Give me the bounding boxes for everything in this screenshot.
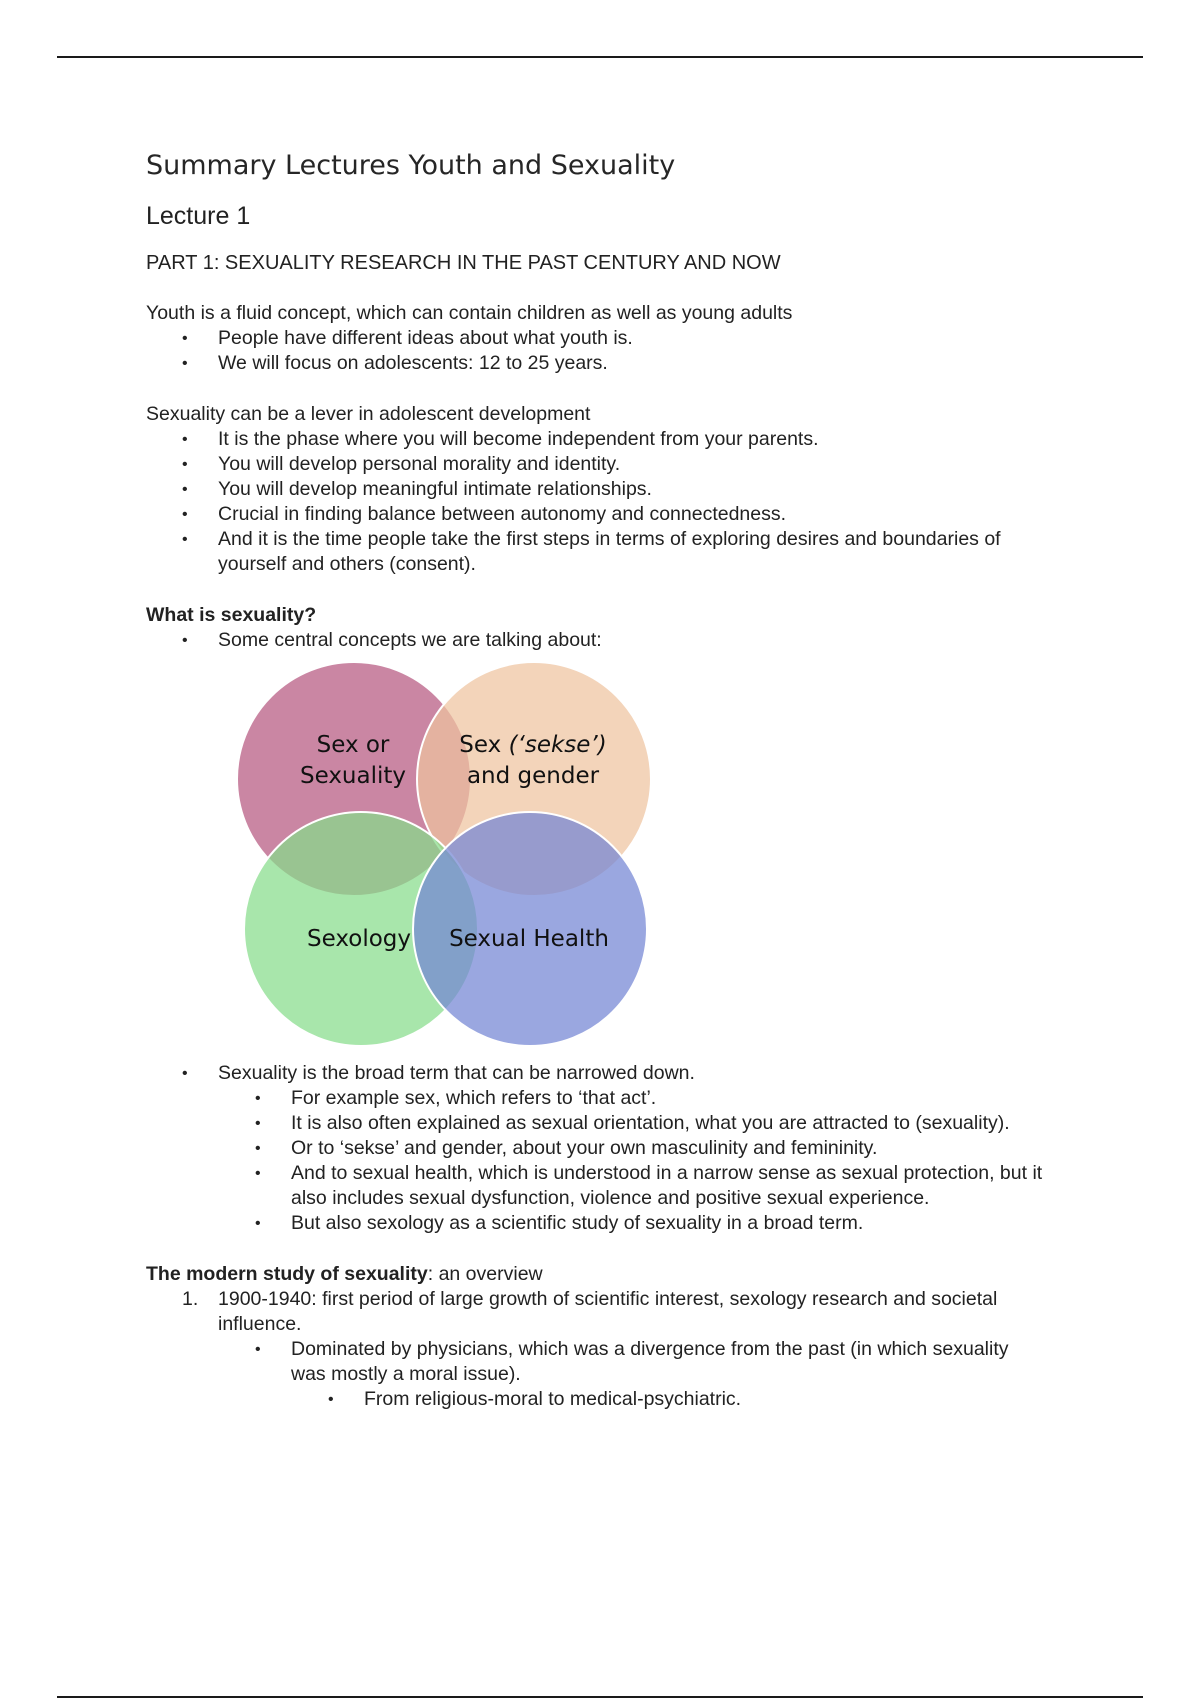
list-item: • Crucial in finding balance between autonomy and connectedness.: [182, 503, 787, 526]
venn-label-sexual-health: Sexual Health: [449, 926, 609, 953]
list-item: • For example sex, which refers to ‘that act’.: [255, 1087, 657, 1110]
list-item: • From religious-moral to medical-psychiatric.: [328, 1388, 742, 1411]
venn-label-sex-sekse: Sex (‘sekse’): [459, 732, 607, 759]
bullet-icon: •: [255, 1115, 261, 1133]
part-heading: PART 1: SEXUALITY RESEARCH IN THE PAST CENTURY AND NOW: [146, 252, 781, 275]
bullet-icon: •: [182, 330, 188, 348]
modern-list: [146, 1287, 1046, 1412]
lever-intro: Sexuality can be a lever in adolescent development: [146, 403, 591, 426]
top-rule: [57, 56, 1143, 58]
list-item: • And it is the time people take the first steps in terms of exploring desires and boundaries of yourself and others (consent).: [182, 528, 1001, 576]
list-item: • And to sexual health, which is understood in a narrow sense as sexual protection, but it also includes sexual dysfunction, violence and positive sexual experience.: [255, 1162, 1043, 1210]
venn-diagram: [226, 661, 686, 1061]
venn-label-sex-or: Sex or: [316, 732, 390, 759]
list-item: • You will develop meaningful intimate relationships.: [182, 478, 652, 501]
document-title: Summary Lectures Youth and Sexuality: [146, 150, 676, 181]
venn-label-sexuality: Sexuality: [299, 763, 407, 790]
broad-list: [146, 1061, 1046, 1236]
bullet-icon: •: [255, 1341, 261, 1359]
document-page: [146, 140, 1046, 1412]
bullet-icon: •: [255, 1215, 261, 1233]
bottom-rule: [57, 1696, 1143, 1698]
modern-heading: The modern study of sexuality: an overview: [146, 1263, 543, 1286]
bullet-icon: •: [182, 481, 188, 499]
youth-list: [146, 326, 1046, 376]
list-item: • It is also often explained as sexual orientation, what you are attracted to (sexuality).: [255, 1112, 1010, 1135]
bullet-icon: •: [182, 506, 188, 524]
list-item: • Sexuality is the broad term that can be narrowed down.: [182, 1062, 695, 1085]
bullet-icon: •: [182, 632, 188, 650]
list-item: • Or to ‘sekse’ and gender, about your own masculinity and femininity.: [255, 1137, 878, 1160]
bullet-icon: •: [255, 1140, 261, 1158]
bullet-icon: •: [182, 431, 188, 449]
bullet-icon: •: [328, 1391, 334, 1409]
list-item: • We will focus on adolescents: 12 to 25 years.: [182, 352, 608, 375]
list-number: 1.: [182, 1288, 199, 1311]
what-is-list: [146, 628, 1046, 653]
venn-label-and-gender: and gender: [466, 763, 600, 790]
list-item: • You will develop personal morality and identity.: [182, 453, 621, 476]
what-is-heading: What is sexuality?: [146, 604, 317, 627]
list-item: • Dominated by physicians, which was a divergence from the past (in which sexuality was mostly a moral issue).: [255, 1338, 1009, 1386]
lecture-heading: Lecture 1: [146, 202, 251, 231]
youth-intro: Youth is a fluid concept, which can contain children as well as young adults: [146, 302, 793, 325]
bullet-icon: •: [182, 456, 188, 474]
list-item: • Some central concepts we are talking about:: [182, 629, 602, 652]
bullet-icon: •: [182, 355, 188, 373]
bullet-icon: •: [182, 531, 188, 549]
lever-list: [146, 427, 1046, 577]
bullet-icon: •: [255, 1090, 261, 1108]
list-item: • It is the phase where you will become independent from your parents.: [182, 428, 819, 451]
list-item: 1. 1900-1940: first period of large growth of scientific interest, sexology research and societal influence.: [182, 1288, 998, 1336]
bullet-icon: •: [182, 1065, 188, 1083]
list-item: • But also sexology as a scientific study of sexuality in a broad term.: [255, 1212, 864, 1235]
list-item: • People have different ideas about what youth is.: [182, 327, 633, 350]
venn-label-sexology: Sexology: [307, 926, 411, 953]
bullet-icon: •: [255, 1165, 261, 1183]
